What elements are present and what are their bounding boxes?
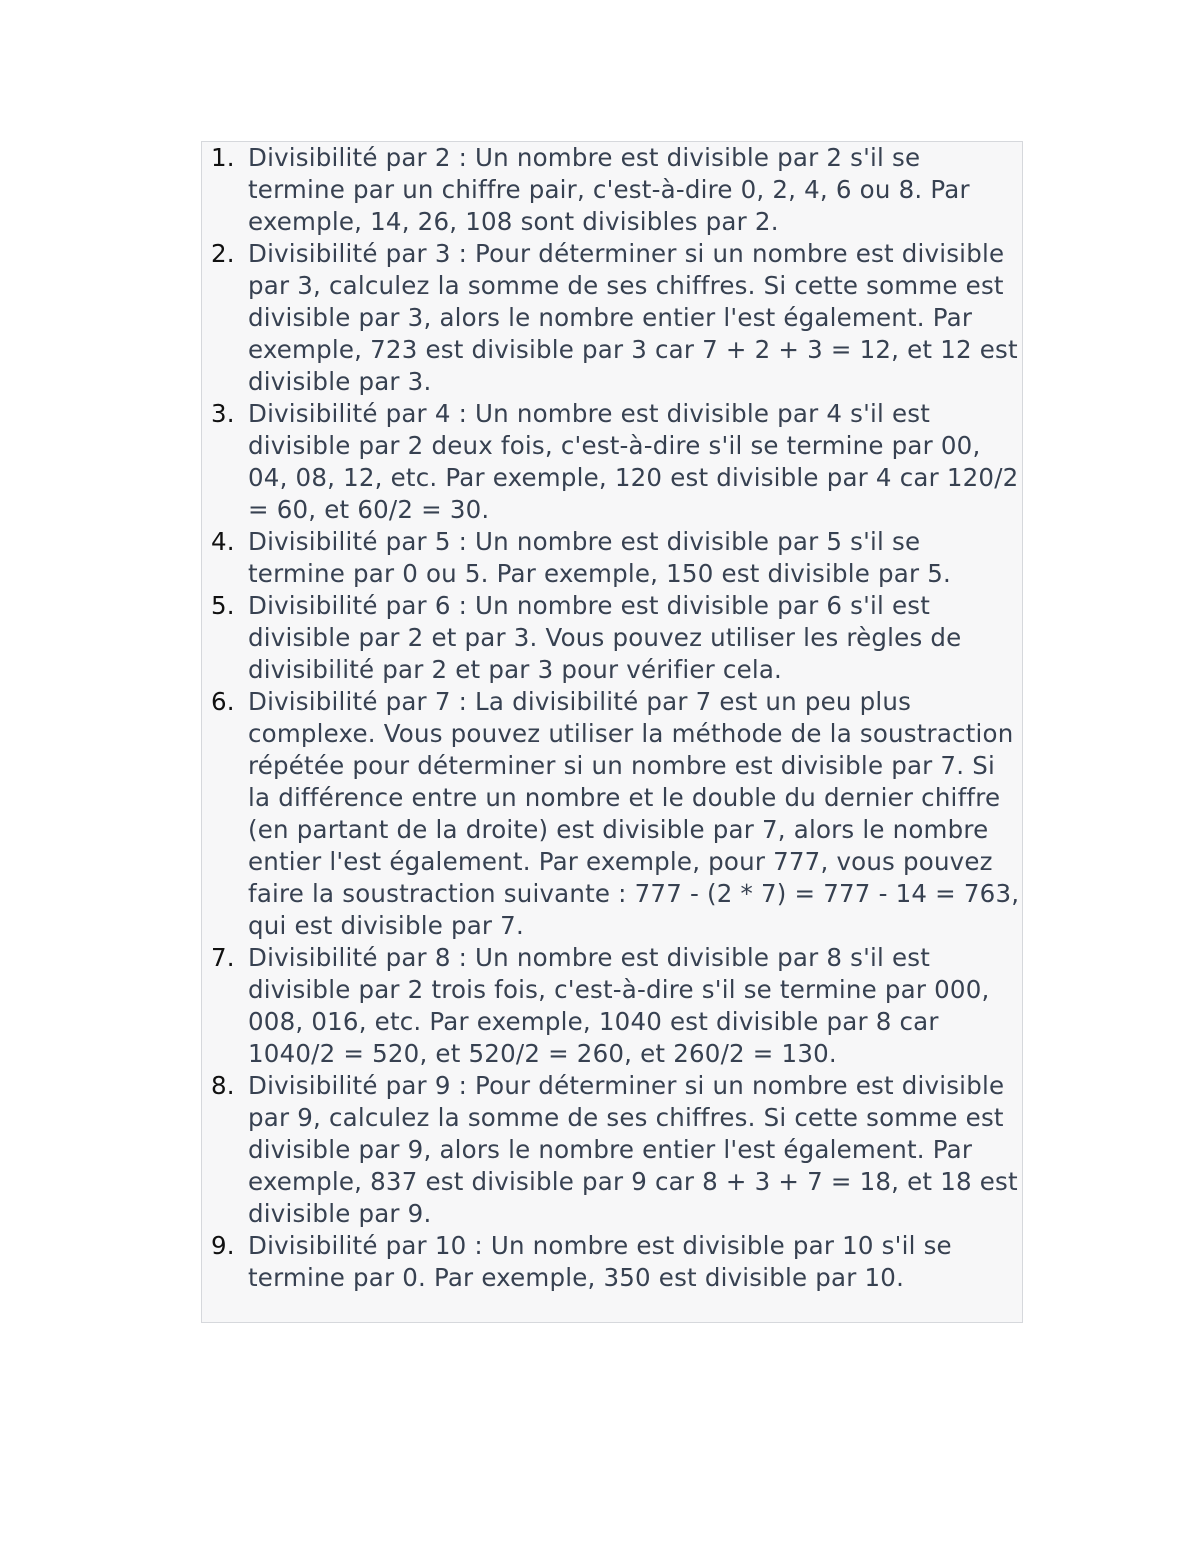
list-item <box>211 1230 1023 1294</box>
list-item-text: Divisibilité par 10 : Un nombre est divisible par 10 s'il se termine par 0. Par exemple, 350 est divisible par 10. <box>248 1231 952 1292</box>
list-item-text: Divisibilité par 9 : Pour déterminer si un nombre est divisible par 9, calculez la somme de ses chiffres. Si cette somme est divisible par 9, alors le nombre entier l'est également. Par exemple, 837 est divisible par 9 car 8 + 3 + 7 = 18, et 18 est divisible par 9. <box>248 1071 1018 1228</box>
list-item <box>211 526 1023 590</box>
list-item-number: 5 . <box>211 590 235 622</box>
divisibility-rules-list <box>211 142 1023 1294</box>
list-item-number: 7 . <box>211 942 235 974</box>
list-item <box>211 590 1023 686</box>
list-item-text: Divisibilité par 2 : Un nombre est divisible par 2 s'il se termine par un chiffre pair, c'est-à-dire 0, 2, 4, 6 ou 8. Par exemple, 14, 26, 108 sont divisibles par 2. <box>248 143 970 236</box>
list-item-text: Divisibilité par 8 : Un nombre est divisible par 8 s'il est divisible par 2 trois fois, c'est-à-dire s'il se termine par 000, 008, 016, etc. Par exemple, 1040 est divisible par 8 car 1040/2 = 520, et 520/2 = 260, et 260/2 = 130. <box>248 943 990 1068</box>
list-item-text: Divisibilité par 3 : Pour déterminer si un nombre est divisible par 3, calculez la somme de ses chiffres. Si cette somme est divisible par 3, alors le nombre entier l'est également. Par exemple, 723 est divisible par 3 car 7 + 2 + 3 = 12, et 12 est divisible par 3. <box>248 239 1018 396</box>
list-item-text: Divisibilité par 5 : Un nombre est divisible par 5 s'il se termine par 0 ou 5. Par exemple, 150 est divisible par 5. <box>248 527 951 588</box>
list-item-text: Divisibilité par 7 : La divisibilité par 7 est un peu plus complexe. Vous pouvez utiliser la méthode de la soustraction répétée pour déterminer si un nombre est divisible par 7. Si la différence entre un nombre et le double du dernier chiffre (en partant de la droite) est divisible par 7, alors le nombre entier l'est également. Par exemple, pour 777, vous pouvez faire la soustraction suivante : 777 - (2 * 7) = 777 - 14 = 763, qui est divisible par 7. <box>248 687 1020 940</box>
list-item-number: 4 . <box>211 526 235 558</box>
list-item-number: 3 . <box>211 398 235 430</box>
list-item <box>211 686 1023 942</box>
list-item <box>211 398 1023 526</box>
list-item-number: 8 . <box>211 1070 235 1102</box>
list-item <box>211 238 1023 398</box>
list-item <box>211 142 1023 238</box>
list-item <box>211 942 1023 1070</box>
content-box <box>201 141 1023 1323</box>
list-item <box>211 1070 1023 1230</box>
list-item-number: 1 . <box>211 142 235 174</box>
list-item-number: 9 . <box>211 1230 235 1262</box>
list-item-number: 6 . <box>211 686 235 718</box>
list-item-text: Divisibilité par 4 : Un nombre est divisible par 4 s'il est divisible par 2 deux fois, c'est-à-dire s'il se termine par 00, 04, 08, 12, etc. Par exemple, 120 est divisible par 4 car 120/2 = 60, et 60/2 = 30. <box>248 399 1019 524</box>
list-item-number: 2 . <box>211 238 235 270</box>
list-item-text: Divisibilité par 6 : Un nombre est divisible par 6 s'il est divisible par 2 et par 3. Vous pouvez utiliser les règles de divisibilité par 2 et par 3 pour vérifier cela. <box>248 591 962 684</box>
